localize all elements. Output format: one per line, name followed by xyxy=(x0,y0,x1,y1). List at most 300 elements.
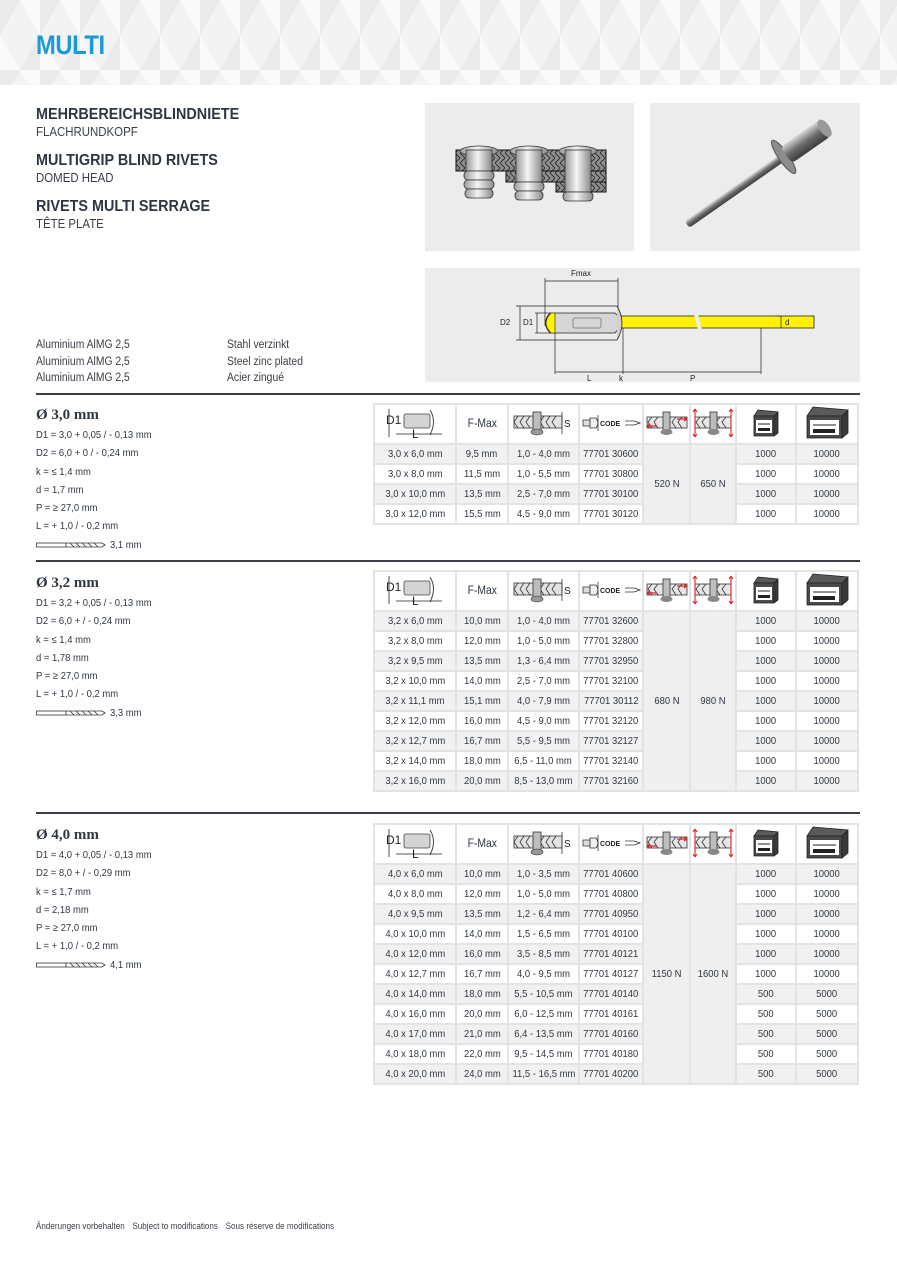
box-large-cell xyxy=(797,712,857,730)
grip-cell xyxy=(509,905,578,923)
fmax-cell xyxy=(457,485,506,503)
code-cell-value: 77701 32100 xyxy=(583,675,639,687)
tensile-value: 980 N xyxy=(700,695,726,707)
size-cell xyxy=(375,732,455,750)
box-large-cell xyxy=(797,752,857,770)
rivet-table xyxy=(373,570,859,792)
box-small-cell-value: 1000 xyxy=(755,635,777,647)
fmax-cell xyxy=(457,945,506,963)
small-box-icon xyxy=(737,825,794,863)
box-small-cell-value: 1000 xyxy=(755,755,777,767)
rivet-table xyxy=(373,403,859,525)
grip-cell-value: 1,5 - 6,5 mm xyxy=(516,928,570,940)
spec-line: P = ≥ 27,0 mm xyxy=(36,922,98,935)
grip-cell-value: 4,5 - 9,0 mm xyxy=(516,508,570,520)
spec-line: L = + 1,0 / - 0,2 mm xyxy=(36,940,119,953)
drill-size xyxy=(36,704,336,722)
fmax-label: F-Max xyxy=(467,838,497,850)
size-cell-value: 4,0 x 10,0 mm xyxy=(385,928,446,940)
fmax-cell-value: 10,0 mm xyxy=(463,868,501,880)
spec-line: P = ≥ 27,0 mm xyxy=(36,502,98,515)
code-cell-value: 77701 30600 xyxy=(583,448,639,460)
spec-line: k = ≤ 1,4 mm xyxy=(36,465,91,478)
code-cell-value: 77701 32127 xyxy=(583,735,639,747)
box-large-cell xyxy=(797,1025,857,1043)
grip-cell-value: 2,5 - 7,0 mm xyxy=(516,675,570,687)
box-large-cell xyxy=(797,772,857,790)
box-small-cell-value: 1000 xyxy=(755,715,777,727)
spec-line: d = 1,78 mm xyxy=(36,651,89,664)
mandrel-material-en: Steel zinc plated xyxy=(227,355,303,368)
grip-cell xyxy=(509,1025,578,1043)
box-small-cell xyxy=(737,925,794,943)
grip-range-icon xyxy=(509,405,578,443)
size-cell-value: 3,2 x 14,0 mm xyxy=(385,755,446,767)
fmax-cell-value: 16,7 mm xyxy=(463,735,501,747)
body-material-en: Aluminium AlMG 2,5 xyxy=(36,355,130,368)
article-code-icon xyxy=(580,572,642,610)
grip-cell-value: 3,5 - 8,5 mm xyxy=(516,948,570,960)
drill-size xyxy=(36,536,336,554)
size-cell xyxy=(375,612,455,630)
subtitle-de: FLACHRUNDKOPF xyxy=(36,124,138,139)
dim-l-label: L xyxy=(412,846,419,859)
code-cell xyxy=(580,885,642,903)
code-cell xyxy=(580,1065,642,1083)
box-large-cell xyxy=(797,445,857,463)
dimension-icon xyxy=(375,405,455,443)
fmax-label: F-Max xyxy=(467,585,497,597)
fmax-header xyxy=(457,572,506,610)
grip-cell-value: 8,5 - 13,0 mm xyxy=(514,775,573,787)
grip-cell xyxy=(509,945,578,963)
box-large-cell-value: 10000 xyxy=(813,735,840,747)
fmax-cell-value: 20,0 mm xyxy=(463,1008,501,1020)
box-small-cell xyxy=(737,885,794,903)
box-small-cell-value: 1000 xyxy=(755,448,777,460)
box-large-cell-value: 10000 xyxy=(813,908,840,920)
grip-cell xyxy=(509,885,578,903)
drill-size xyxy=(36,956,336,974)
grip-cell-value: 4,0 - 9,5 mm xyxy=(516,968,570,980)
grip-cell xyxy=(509,632,578,650)
code-cell-value: 77701 40950 xyxy=(583,908,639,920)
grip-cell xyxy=(509,865,578,883)
code-cell xyxy=(580,925,642,943)
fmax-cell xyxy=(457,732,506,750)
code-cell xyxy=(580,465,642,483)
page-title: MULTI xyxy=(36,30,105,60)
code-cell xyxy=(580,945,642,963)
box-large-cell-value: 10000 xyxy=(813,695,840,707)
tensile-value: 650 N xyxy=(700,478,726,490)
fmax-cell-value: 15,1 mm xyxy=(463,695,501,707)
grip-s-label: S xyxy=(564,418,571,430)
grip-cell-value: 5,5 - 9,5 mm xyxy=(516,735,570,747)
box-small-cell-value: 1000 xyxy=(755,888,777,900)
code-cell xyxy=(580,965,642,983)
table-row xyxy=(375,712,857,730)
code-cell xyxy=(580,672,642,690)
fmax-cell xyxy=(457,1005,506,1023)
divider xyxy=(36,393,860,395)
box-large-cell-value: 10000 xyxy=(813,448,840,460)
label-d: d xyxy=(785,318,790,327)
fmax-cell xyxy=(457,692,506,710)
code-label: CODE xyxy=(599,587,621,595)
size-cell-value: 3,0 x 12,0 mm xyxy=(385,508,446,520)
fmax-cell xyxy=(457,772,506,790)
fmax-cell xyxy=(457,1045,506,1063)
size-cell xyxy=(375,905,455,923)
code-cell-value: 77701 40161 xyxy=(583,1008,639,1020)
size-cell xyxy=(375,925,455,943)
box-large-cell xyxy=(797,692,857,710)
size-cell xyxy=(375,692,455,710)
box-large-cell xyxy=(797,965,857,983)
size-cell xyxy=(375,772,455,790)
grip-range-icon xyxy=(509,572,578,610)
fmax-cell-value: 13,5 mm xyxy=(463,908,501,920)
spec-line: D2 = 6,0 + / - 0,24 mm xyxy=(36,615,131,628)
grip-s-label: S xyxy=(564,585,571,597)
tensile-cell xyxy=(691,612,735,790)
size-cell xyxy=(375,1065,455,1083)
box-large-cell-value: 10000 xyxy=(813,928,840,940)
size-cell-value: 4,0 x 6,0 mm xyxy=(387,868,443,880)
fmax-cell-value: 12,0 mm xyxy=(463,888,501,900)
dim-l-label: L xyxy=(412,593,419,606)
label-fmax: Fmax xyxy=(571,269,591,278)
spec-block xyxy=(36,826,336,974)
grip-cell xyxy=(509,692,578,710)
shear-cell xyxy=(644,612,689,790)
code-cell-value: 77701 40121 xyxy=(583,948,639,960)
fmax-cell-value: 18,0 mm xyxy=(463,755,501,767)
code-label: CODE xyxy=(599,420,621,428)
grip-cell-value: 5,5 - 10,5 mm xyxy=(514,988,573,1000)
grip-cell xyxy=(509,752,578,770)
code-cell-value: 77701 32120 xyxy=(583,715,639,727)
title-de: MEHRBEREICHSBLINDNIETE xyxy=(36,106,240,123)
size-cell-value: 3,0 x 8,0 mm xyxy=(387,468,443,480)
size-cell xyxy=(375,865,455,883)
grip-cell-value: 1,0 - 5,0 mm xyxy=(516,888,570,900)
grip-cell xyxy=(509,925,578,943)
box-small-cell xyxy=(737,485,794,503)
size-cell xyxy=(375,752,455,770)
box-small-cell-value: 500 xyxy=(758,1048,774,1060)
large-box-icon xyxy=(797,405,857,443)
code-cell-value: 77701 30120 xyxy=(583,508,639,520)
table-row xyxy=(375,732,857,750)
table-row xyxy=(375,632,857,650)
spec-block xyxy=(36,574,336,722)
fmax-cell-value: 13,5 mm xyxy=(463,488,501,500)
rivet-photo xyxy=(650,103,860,251)
grip-cell xyxy=(509,965,578,983)
fmax-cell xyxy=(457,752,506,770)
grip-cell xyxy=(509,652,578,670)
small-box-icon xyxy=(737,405,794,443)
box-large-cell xyxy=(797,865,857,883)
box-large-cell xyxy=(797,1005,857,1023)
grip-cell-value: 1,0 - 4,0 mm xyxy=(516,615,570,627)
footer-en: Subject to modifications xyxy=(132,1221,218,1231)
size-cell-value: 3,2 x 12,0 mm xyxy=(385,715,446,727)
box-small-cell xyxy=(737,465,794,483)
box-large-cell xyxy=(797,1045,857,1063)
fmax-header xyxy=(457,825,506,863)
dim-d1-label: D1 xyxy=(386,832,402,847)
fmax-cell xyxy=(457,1025,506,1043)
size-cell-value: 3,0 x 6,0 mm xyxy=(387,448,443,460)
table-row xyxy=(375,485,857,503)
code-cell xyxy=(580,712,642,730)
box-small-cell xyxy=(737,732,794,750)
grip-cell-value: 9,5 - 14,5 mm xyxy=(514,1048,573,1060)
box-small-cell-value: 1000 xyxy=(755,775,777,787)
table-row xyxy=(375,445,857,463)
fmax-cell-value: 13,5 mm xyxy=(463,655,501,667)
fmax-cell xyxy=(457,925,506,943)
box-large-cell-value: 5000 xyxy=(816,1028,838,1040)
box-small-cell xyxy=(737,1025,794,1043)
spec-line: k = ≤ 1,4 mm xyxy=(36,633,91,646)
fmax-cell-value: 18,0 mm xyxy=(463,988,501,1000)
grip-cell xyxy=(509,1065,578,1083)
size-cell xyxy=(375,672,455,690)
spec-line: L = + 1,0 / - 0,2 mm xyxy=(36,688,119,701)
size-cell-value: 3,0 x 10,0 mm xyxy=(385,488,446,500)
box-large-cell-value: 5000 xyxy=(816,1048,838,1060)
size-cell-value: 4,0 x 18,0 mm xyxy=(385,1048,446,1060)
table-row xyxy=(375,672,857,690)
size-cell-value: 3,2 x 6,0 mm xyxy=(387,615,443,627)
code-cell-value: 77701 30800 xyxy=(583,468,639,480)
box-large-cell-value: 10000 xyxy=(813,888,840,900)
label-d2: D2 xyxy=(500,318,511,327)
code-cell xyxy=(580,905,642,923)
box-small-cell xyxy=(737,1045,794,1063)
table-row xyxy=(375,925,857,943)
size-cell xyxy=(375,985,455,1003)
box-large-cell xyxy=(797,925,857,943)
box-small-cell xyxy=(737,965,794,983)
box-small-cell xyxy=(737,445,794,463)
shear-value: 520 N xyxy=(654,478,680,490)
grip-cell xyxy=(509,772,578,790)
fmax-header xyxy=(457,405,506,443)
article-code-icon xyxy=(580,405,642,443)
fmax-cell xyxy=(457,905,506,923)
grip-cell-value: 1,0 - 4,0 mm xyxy=(516,448,570,460)
table-row xyxy=(375,692,857,710)
shear-value: 1150 N xyxy=(651,968,682,980)
box-small-cell-value: 500 xyxy=(758,1008,774,1020)
spec-line: k = ≤ 1,7 mm xyxy=(36,885,91,898)
table-row xyxy=(375,945,857,963)
mandrel-material-fr: Acier zingué xyxy=(227,372,284,384)
footer-note xyxy=(36,1221,340,1231)
box-large-cell-value: 10000 xyxy=(813,968,840,980)
size-cell-value: 4,0 x 9,5 mm xyxy=(387,908,443,920)
box-small-cell-value: 500 xyxy=(758,1028,774,1040)
fmax-cell xyxy=(457,1065,506,1083)
tensile-strength-icon xyxy=(691,825,735,863)
footer-de: Änderungen vorbehalten xyxy=(36,1221,125,1231)
table-row xyxy=(375,885,857,903)
box-small-cell-value: 500 xyxy=(758,1068,774,1080)
code-cell-value: 77701 40160 xyxy=(583,1028,639,1040)
box-small-cell xyxy=(737,612,794,630)
fmax-cell xyxy=(457,965,506,983)
code-cell xyxy=(580,1025,642,1043)
body-material-de: Aluminium AlMG 2,5 xyxy=(36,339,130,351)
box-large-cell xyxy=(797,985,857,1003)
size-cell-value: 4,0 x 17,0 mm xyxy=(385,1028,446,1040)
fmax-cell xyxy=(457,712,506,730)
box-small-cell-value: 1000 xyxy=(755,468,777,480)
size-cell xyxy=(375,632,455,650)
box-large-cell-value: 10000 xyxy=(813,655,840,667)
code-cell xyxy=(580,1005,642,1023)
fmax-cell-value: 16,0 mm xyxy=(463,948,501,960)
size-cell-value: 3,2 x 10,0 mm xyxy=(385,675,446,687)
grip-cell-value: 2,5 - 7,0 mm xyxy=(516,488,570,500)
body-material xyxy=(36,337,140,387)
diameter-title: Ø 3,0 mm xyxy=(36,407,99,423)
box-small-cell xyxy=(737,692,794,710)
box-small-cell xyxy=(737,865,794,883)
rivet-table xyxy=(373,823,859,1085)
box-small-cell xyxy=(737,905,794,923)
size-cell-value: 3,2 x 9,5 mm xyxy=(387,655,443,667)
fmax-cell xyxy=(457,672,506,690)
grip-range-icon xyxy=(509,825,578,863)
box-large-cell-value: 10000 xyxy=(813,755,840,767)
body-material-fr: Aluminium AlMG 2,5 xyxy=(36,372,130,384)
size-cell-value: 4,0 x 8,0 mm xyxy=(387,888,443,900)
table-row xyxy=(375,1065,857,1083)
box-large-cell xyxy=(797,1065,857,1083)
size-cell-value: 3,2 x 16,0 mm xyxy=(385,775,446,787)
box-small-cell-value: 1000 xyxy=(755,615,777,627)
size-cell-value: 4,0 x 14,0 mm xyxy=(385,988,446,1000)
table-row xyxy=(375,1005,857,1023)
table-header-row xyxy=(375,405,857,443)
fmax-cell xyxy=(457,632,506,650)
diameter-title: Ø 4,0 mm xyxy=(36,827,99,843)
code-cell-value: 77701 30112 xyxy=(583,695,639,707)
grip-cell-value: 6,0 - 12,5 mm xyxy=(514,1008,573,1020)
large-box-icon xyxy=(797,825,857,863)
fmax-cell-value: 11,5 mm xyxy=(463,468,500,480)
fmax-cell-value: 10,0 mm xyxy=(463,615,501,627)
box-small-cell xyxy=(737,632,794,650)
code-cell-value: 77701 40600 xyxy=(583,868,639,880)
article-code-icon xyxy=(580,825,642,863)
box-small-cell-value: 1000 xyxy=(755,695,777,707)
code-cell xyxy=(580,732,642,750)
size-cell xyxy=(375,485,455,503)
box-small-cell-value: 1000 xyxy=(755,928,777,940)
large-box-icon xyxy=(797,572,857,610)
code-cell-value: 77701 40180 xyxy=(583,1048,639,1060)
dim-l-label: L xyxy=(412,426,419,439)
size-cell-value: 4,0 x 16,0 mm xyxy=(385,1008,446,1020)
box-large-cell-value: 10000 xyxy=(813,868,840,880)
diameter-title: Ø 3,2 mm xyxy=(36,575,99,591)
fmax-cell-value: 16,0 mm xyxy=(463,715,501,727)
size-cell xyxy=(375,885,455,903)
box-small-cell-value: 1000 xyxy=(755,675,777,687)
code-cell xyxy=(580,505,642,523)
box-large-cell xyxy=(797,505,857,523)
box-large-cell xyxy=(797,485,857,503)
grip-cell-value: 11,5 - 16,5 mm xyxy=(512,1068,575,1080)
size-cell xyxy=(375,652,455,670)
table-row xyxy=(375,905,857,923)
drill-size-value: 4,1 mm xyxy=(110,958,142,971)
table-row xyxy=(375,752,857,770)
box-large-cell xyxy=(797,905,857,923)
spec-line: D1 = 3,2 + 0,05 / - 0,13 mm xyxy=(36,597,152,609)
drill-size-value: 3,3 mm xyxy=(110,706,142,719)
drill-size-value: 3,1 mm xyxy=(110,538,142,551)
table-row xyxy=(375,772,857,790)
fmax-cell xyxy=(457,865,506,883)
title-en: MULTIGRIP BLIND RIVETS xyxy=(36,152,218,169)
grip-cell-value: 1,0 - 3,5 mm xyxy=(516,868,570,880)
box-large-cell-value: 5000 xyxy=(816,1068,838,1080)
fmax-cell-value: 20,0 mm xyxy=(463,775,501,787)
fmax-cell xyxy=(457,885,506,903)
label-p: P xyxy=(690,374,696,382)
box-small-cell xyxy=(737,752,794,770)
mandrel-material xyxy=(227,337,311,387)
box-large-cell-value: 10000 xyxy=(813,715,840,727)
size-cell xyxy=(375,505,455,523)
table-row xyxy=(375,505,857,523)
table-row xyxy=(375,652,857,670)
code-cell xyxy=(580,752,642,770)
box-large-cell-value: 10000 xyxy=(813,615,840,627)
grip-cell xyxy=(509,612,578,630)
box-small-cell xyxy=(737,1065,794,1083)
fmax-cell-value: 21,0 mm xyxy=(463,1028,501,1040)
grip-cell-value: 6,5 - 11,0 mm xyxy=(514,755,572,767)
code-cell-value: 77701 40800 xyxy=(583,888,639,900)
size-cell xyxy=(375,445,455,463)
drill-bit-icon xyxy=(36,536,110,554)
spec-block xyxy=(36,406,336,554)
size-cell xyxy=(375,465,455,483)
dim-d1-label: D1 xyxy=(386,579,402,594)
box-small-cell-value: 1000 xyxy=(755,488,777,500)
table-row xyxy=(375,985,857,1003)
title-fr: RIVETS MULTI SERRAGE xyxy=(36,198,211,215)
fmax-cell-value: 14,0 mm xyxy=(463,675,501,687)
tensile-strength-icon xyxy=(691,405,735,443)
box-small-cell xyxy=(737,652,794,670)
spec-line: d = 1,7 mm xyxy=(36,483,84,496)
grip-cell xyxy=(509,672,578,690)
code-cell-value: 77701 40100 xyxy=(583,928,639,940)
fmax-cell-value: 9,5 mm xyxy=(466,448,498,460)
small-box-icon xyxy=(737,572,794,610)
box-small-cell-value: 500 xyxy=(758,988,774,1000)
